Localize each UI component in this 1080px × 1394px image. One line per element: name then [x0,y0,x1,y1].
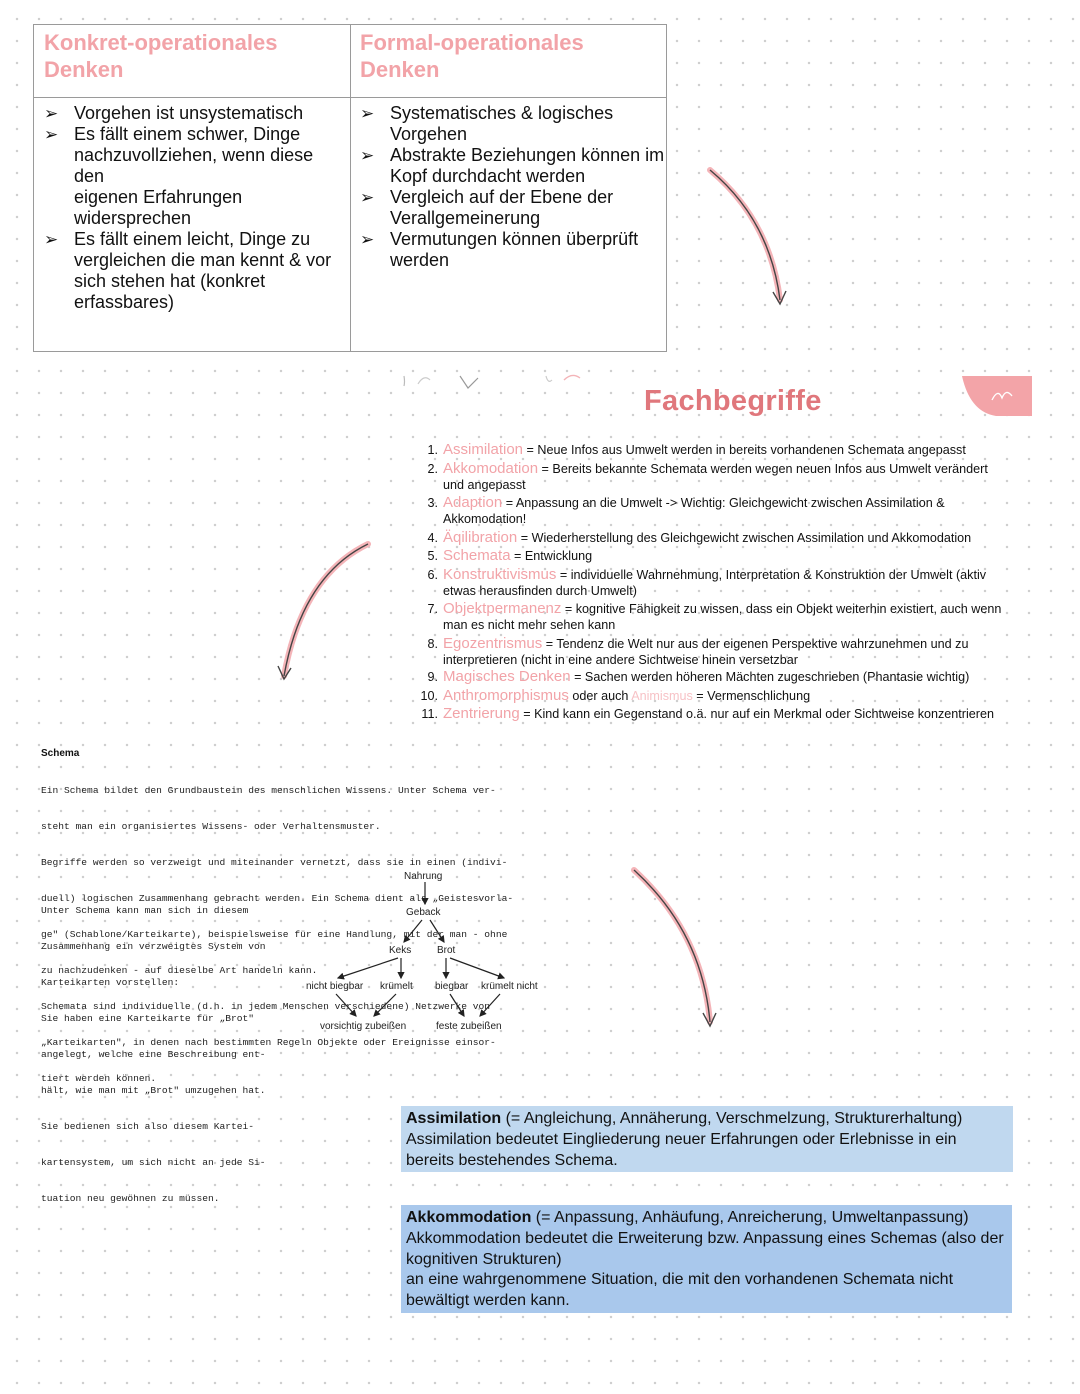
definition-term: Assimilation [406,1110,502,1127]
list-item: ➢ Es fällt einem leicht, Dinge zu vergleichen die man kennt & vor sich stehen hat (konkret erfassbares) [44,229,332,312]
term-label: Assimilation [443,441,524,458]
table-divider-horizontal [34,97,666,98]
list-item: ➢ Abstrakte Beziehungen können im Kopf durchdacht werden [360,145,665,186]
right-column-list [354,103,666,271]
left-column-heading [44,29,334,83]
left-heading-line-1: Konkret-operationales [44,30,278,55]
table-divider-vertical [350,25,351,351]
right-column-heading [360,29,650,83]
tree-connectors [300,866,560,1046]
sketch-doodle-icon [396,370,616,392]
tree-node-brot-result: feste zubeißen [436,1021,502,1032]
arrow-bullet-icon: ➢ [44,104,59,123]
curved-arrow-icon [700,160,800,310]
akkommodation-definition-box: Akkommodation (= Anpassung, Anhäufung, Anreicherung, Umweltanpassung) Akkommodation bedeutet die Erweiterung bzw. Anpassung eines Schemas (also der kognitiven Strukturen) an eine wahrgenommene Situation, die mit den vorhandenen Schemata nicht bewältigt werden kann. [401,1205,1012,1313]
term-label: Magisches Denken [443,668,571,685]
schema-paragraph-1: Ein Schema bildet den Grundbaustein des menschlichen Wissens. Unter Schema ver- steht man ein organisiertes Wissens- oder Verhaltensmuster. Begriffe werden so verzweigt und miteinander vernetzt, dass sie in einen (indivi- duell) logischen Zusammenhang gebracht werden. Ein Schema dient als „Geistesvorla- ge" (Schablone/Karteikarte), beispielsweise für eine Handlung, mit der man - ohne zu nachzudenken - auf dieselbe Art handeln kann. Schemata sind individuelle (d.h. in jedem Menschen verschiedene) Netzwerke von „Karteikarten", in denen nach bestimmten Regeln Objekte oder Ereignisse einsor- tiert werden können. [41,785,514,1084]
arrow-bullet-icon: ➢ [360,104,375,123]
page-title: Fachbegriffe [644,385,822,417]
tree-node-keks-result: vorsichtig zubeißen [320,1021,407,1032]
alt-term-label: Animismus [631,689,693,703]
tree-node-keks-b: krümelt [380,981,413,992]
tree-node-root: Nahrung [404,871,443,882]
list-item: ➢ Systematisches & logisches Vorgehen [360,103,614,144]
term-label: Objektpermanenz [443,600,562,617]
term-label: Adaption [443,494,503,511]
arrow-bullet-icon: ➢ [360,230,375,249]
term-label: Zentrierung [443,705,520,722]
right-heading-line-1: Formal-operationales [360,30,584,55]
definition-term: Akkommodation [406,1209,532,1226]
corner-decoration-icon [962,376,1032,416]
left-column-list [38,103,348,313]
arrow-bullet-icon: ➢ [360,188,375,207]
schema-heading: Schema [41,748,80,759]
tree-node-keks: Keks [389,945,412,956]
schema-paragraph-2: Unter Schema kann man sich in diesem Zusammenhang ein verzweigtes System von Karteikarten vorstellen: Sie haben eine Karteikarte für „Brot" angelegt, welche eine Beschreibung ent- hält, wie man mit „Brot" umzugehen hat. Sie bedienen sich also diesem Kartei- kartensystem, um sich nicht an jede Si- tuation neu gewöhnen zu müssen. [41,905,266,1204]
arrow-bullet-icon: ➢ [44,230,59,249]
right-heading-line-2: Denken [360,57,440,82]
left-heading-line-2: Denken [44,57,124,82]
list-item: ➢ Vergleich auf der Ebene der Verallgemeinerung [360,187,614,228]
schema-tree-diagram [300,866,560,1046]
tree-node-brot-b: krümelt nicht [481,981,538,992]
tree-node-keks-a: nicht biegbar [306,981,364,992]
arrow-bullet-icon: ➢ [360,146,375,165]
term-label: Egozentrismus [443,635,543,652]
term-label: Äqilibration [443,529,518,546]
list-item: ➢ Vorgehen ist unsystematisch [44,103,304,123]
term-label: Anthromorphismus [443,687,569,704]
term-label: Schemata [443,547,511,564]
tree-node-brot-a: biegbar [435,981,469,992]
tree-node-level1: Geback [406,907,441,918]
comparison-table [33,24,667,352]
list-item: ➢ Vermutungen können überprüft werden [360,229,639,270]
list-item: ➢ Es fällt einem schwer, Dinge nachzuvollziehen, wenn diese den eigenen Erfahrungen widersprechen [44,124,314,228]
term-label: Konstruktivismus [443,566,557,583]
arrow-bullet-icon: ➢ [44,125,59,144]
curved-arrow-icon [624,862,734,1032]
assimilation-definition-box: Assimilation (= Angleichung, Annäherung, Verschmelzung, Strukturerhaltung) Assimilation bedeutet Eingliederung neuer Erfahrungen oder Erlebnisse in ein bereits bestehendes Schema. [401,1106,1013,1172]
curved-arrow-icon [272,536,382,686]
tree-node-brot: Brot [437,945,456,956]
term-label: Akkomodation [443,460,539,477]
